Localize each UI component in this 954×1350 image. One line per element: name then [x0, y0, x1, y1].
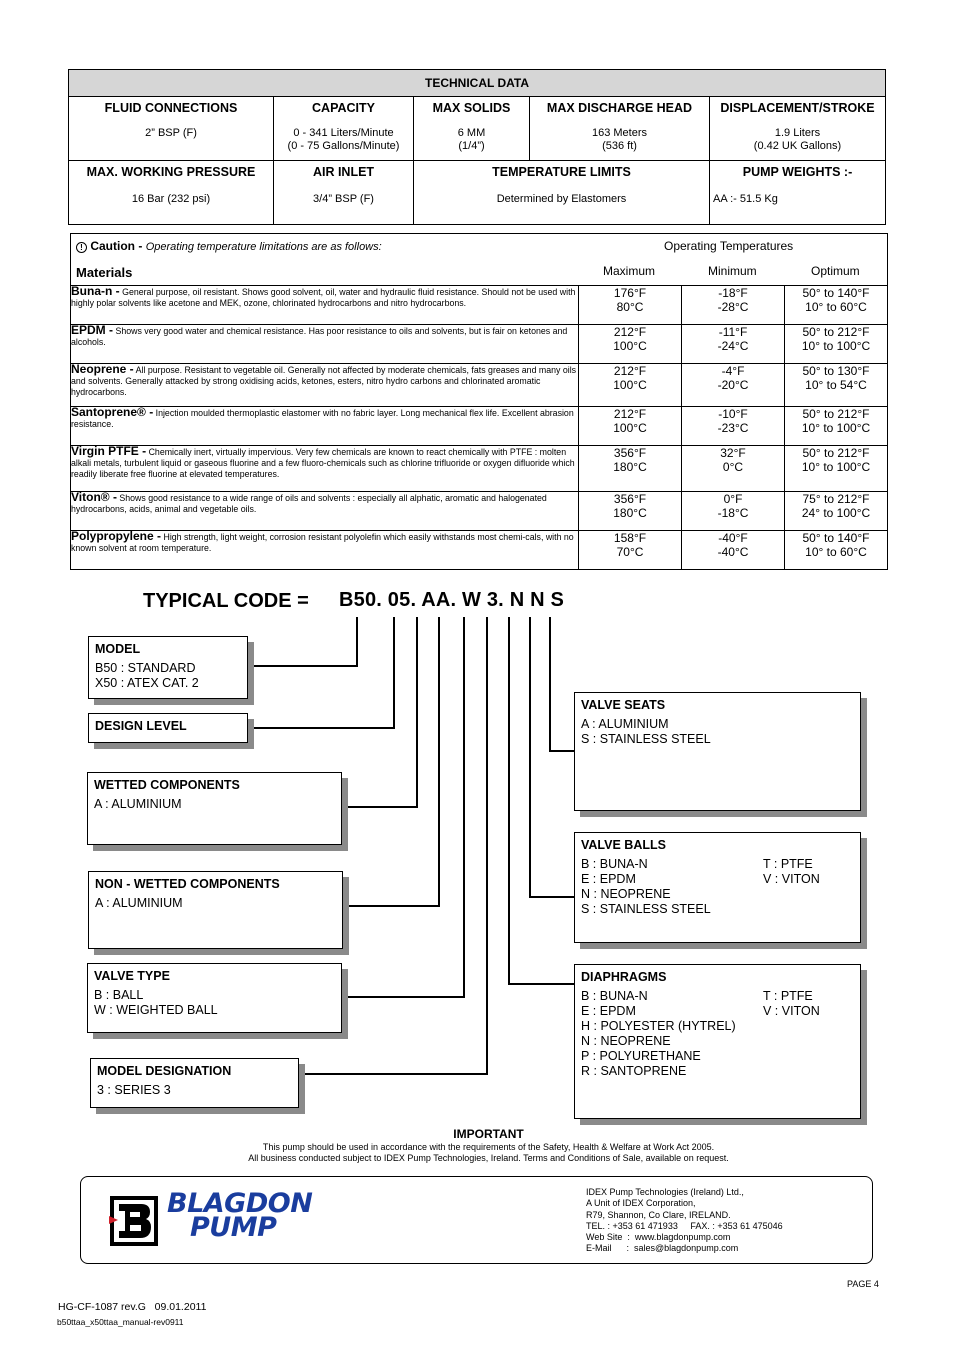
caution-label: Caution -: [90, 239, 143, 253]
valve-seats-option: A : ALUMINIUM: [581, 717, 669, 731]
page-number: PAGE 4: [847, 1279, 879, 1289]
connector-seats: [549, 617, 551, 751]
footer-box: [80, 1176, 873, 1264]
displacement-stroke-cell: DISPLACEMENT/STROKE 1.9 Liters (0.42 UK Gallons): [710, 97, 886, 161]
design-level-title: DESIGN LEVEL: [95, 719, 187, 733]
material-max-temp: 212°F 100°C: [579, 364, 682, 407]
connector-balls-h: [529, 896, 575, 898]
model-option: B50 : STANDARD: [95, 661, 196, 675]
connector-nonwetted-h: [343, 905, 440, 907]
max-discharge-head-cell: MAX DISCHARGE HEAD 163 Meters (536 ft): [530, 97, 710, 161]
material-min-temp: -40°F -40°C: [682, 531, 785, 570]
material-name: Santoprene® -: [71, 405, 154, 419]
material-min-temp: -4°F -20°C: [682, 364, 785, 407]
wetted-components-title: WETTED COMPONENTS: [94, 778, 240, 792]
model-designation-option: 3 : SERIES 3: [97, 1083, 171, 1097]
valve-balls-option: E : EPDM: [581, 872, 636, 886]
material-name: Polypropylene -: [71, 529, 162, 543]
material-optimum-temp: 50° to 140°F 10° to 60°C: [785, 531, 888, 570]
document-reference: HG-CF-1087 rev.G 09.01.2011: [58, 1301, 207, 1313]
material-optimum-temp: 50° to 212°F 10° to 100°C: [785, 446, 888, 492]
material-max-temp: 212°F 100°C: [579, 325, 682, 364]
connector-diaphragms: [508, 617, 510, 984]
important-line-2: All business conducted subject to IDEX Pump Technologies, Ireland. Terms and Conditions of Sale, available on request.: [248, 1153, 729, 1163]
capacity-cell: CAPACITY 0 - 341 Liters/Minute (0 - 75 Gallons/Minute): [274, 97, 414, 161]
maximum-header: Maximum: [603, 264, 656, 278]
material-max-temp: 356°F 180°C: [579, 492, 682, 531]
address-line: R79, Shannon, Co Clare, IRELAND.: [586, 1209, 731, 1220]
valve-balls-option: S : STAINLESS STEEL: [581, 902, 711, 916]
valve-type-option: W : WEIGHTED BALL: [94, 1003, 218, 1017]
material-description: High strength, light weight, corrosion resistant polyolefin which easily withstands most chemi-cals, with no known solvent at room temperature.: [71, 532, 574, 553]
address-email: E-Mail : sales@blagdonpump.com: [586, 1243, 739, 1254]
pump-weights-cell: PUMP WEIGHTS :- AA :- 51.5 Kg: [710, 161, 886, 225]
connector-wetted-h: [341, 806, 418, 808]
materials-header: [71, 234, 888, 286]
material-description: General purpose, oil resistant. Shows good solvent, oil, water and hydraulic fluid resistance. Should not be used with highly polar solvents like acetone and MEK, ozone, chlorinated hydrocarbons and nitro hydrocarbons.: [71, 287, 576, 308]
connector-wetted: [416, 617, 418, 807]
valve-balls-option: B : BUNA-N: [581, 857, 648, 871]
non-wetted-option: A : ALUMINIUM: [95, 896, 183, 910]
material-description: Chemically inert, virtually impervious. Very few chemicals are known to react chemically with PTFE : molten alkali metals, turbulent liquid or gaseous fluorine and a few fluoro-chemicals such as chlorine trifluoride or oxygen difluoride which readily liberate free fluorine at elevated temperatures.: [71, 447, 575, 479]
typical-code-label: TYPICAL CODE =: [143, 590, 309, 612]
diaphragm-option: P : POLYURETHANE: [581, 1049, 701, 1063]
material-min-temp: -10°F -23°C: [682, 407, 785, 446]
valve-type-option: B : BALL: [94, 988, 144, 1002]
valve-balls-box: [574, 832, 861, 943]
diaphragm-option: N : NEOPRENE: [581, 1034, 671, 1048]
address-phone-fax: TEL. : +353 61 471933 FAX. : +353 61 475046: [586, 1220, 783, 1231]
diaphragm-option: E : EPDM: [581, 1004, 636, 1018]
material-max-temp: 212°F 100°C: [579, 407, 682, 446]
material-name: Buna-n -: [71, 284, 120, 298]
address-website: Web Site : www.blagdonpump.com: [586, 1232, 731, 1243]
material-name: Neoprene -: [71, 362, 134, 376]
technical-data-title: TECHNICAL DATA: [69, 70, 886, 97]
model-box: [88, 636, 248, 699]
model-box-title: MODEL: [95, 642, 141, 656]
material-description-cell: [71, 407, 579, 446]
material-name: Viton® -: [71, 490, 117, 504]
material-max-temp: 158°F 70°C: [579, 531, 682, 570]
material-description: All purpose. Resistant to vegetable oil. Generally not affected by moderate chemicals, fats greases and many oils and solvents. Generally attacked by strong oxidising acids, ketones, esters, nitro hydro carbons and chlorinated aromatic hydrocarbons.: [71, 365, 577, 397]
material-description: Shows very good water and chemical resistance. Has poor resistance to oils and solvents, but is fair on ketones and alcohols.: [71, 326, 568, 347]
file-name: b50ttaa_x50ttaa_manual-rev0911: [57, 1317, 184, 1327]
max-solids-cell: MAX SOLIDS 6 MM (1/4”): [414, 97, 530, 161]
model-designation-box: [90, 1058, 299, 1108]
material-description-cell: [71, 364, 579, 407]
design-level-box: [88, 713, 248, 743]
material-name: Virgin PTFE -: [71, 444, 147, 458]
material-max-temp: 176°F 80°C: [579, 286, 682, 325]
valve-balls-title: VALVE BALLS: [581, 838, 666, 852]
address-line: IDEX Pump Technologies (Ireland) Ltd.,: [586, 1187, 744, 1197]
material-description-cell: [71, 286, 579, 325]
material-min-temp: 0°F -18°C: [682, 492, 785, 531]
materials-table: [70, 233, 888, 570]
connector-diaphragms-h: [508, 983, 575, 985]
diaphragms-title: DIAPHRAGMS: [581, 970, 667, 984]
typical-code-value: B50. 05. AA. W 3. N N S: [339, 589, 565, 611]
diaphragm-option: V : VITON: [763, 1004, 820, 1018]
connector-model: [356, 617, 358, 666]
valve-seats-box: [574, 692, 861, 811]
material-description-cell: [71, 492, 579, 531]
model-option: X50 : ATEX CAT. 2: [95, 676, 199, 690]
material-row: [71, 286, 888, 325]
caution-icon: !: [76, 242, 87, 253]
valve-seats-option: S : STAINLESS STEEL: [581, 732, 711, 746]
material-row: [71, 407, 888, 446]
fluid-connections-cell: FLUID CONNECTIONS 2” BSP (F): [69, 97, 274, 161]
material-description-cell: [71, 325, 579, 364]
connector-modeldes: [486, 617, 488, 1074]
material-max-temp: 356°F 180°C: [579, 446, 682, 492]
connector-model-h: [248, 665, 358, 667]
material-min-temp: -11°F -24°C: [682, 325, 785, 364]
material-optimum-temp: 75° to 212°F 24° to 100°C: [785, 492, 888, 531]
temperature-limits-cell: TEMPERATURE LIMITS Determined by Elastomers: [414, 161, 710, 225]
blagdon-logo-icon: [109, 1195, 161, 1249]
connector-valvetype-h: [341, 996, 465, 998]
material-row: [71, 325, 888, 364]
minimum-header: Minimum: [708, 264, 757, 278]
material-row: [71, 492, 888, 531]
material-optimum-temp: 50° to 212°F 10° to 100°C: [785, 407, 888, 446]
optimum-header: Optimum: [811, 264, 860, 278]
material-row: [71, 531, 888, 570]
company-address: [586, 1187, 783, 1255]
connector-nonwetted: [438, 617, 440, 906]
material-min-temp: -18°F -28°C: [682, 286, 785, 325]
material-row: [71, 446, 888, 492]
connector-design: [393, 617, 395, 728]
connector-seats-h: [549, 750, 575, 752]
valve-balls-option: T : PTFE: [763, 857, 813, 871]
important-title: IMPORTANT: [453, 1127, 524, 1141]
address-line: A Unit of IDEX Corporation,: [586, 1198, 696, 1209]
max-working-pressure-cell: MAX. WORKING PRESSURE 16 Bar (232 psi): [69, 161, 274, 225]
connector-design-h: [248, 727, 395, 729]
model-designation-title: MODEL DESIGNATION: [97, 1064, 232, 1078]
connector-balls: [529, 617, 531, 897]
connector-modeldes-h: [299, 1073, 488, 1075]
non-wetted-components-box: [88, 871, 343, 949]
non-wetted-components-title: NON - WETTED COMPONENTS: [95, 877, 280, 891]
diaphragms-box: [574, 964, 861, 1119]
material-description-cell: [71, 531, 579, 570]
wetted-option: A : ALUMINIUM: [94, 797, 182, 811]
diaphragm-option: T : PTFE: [763, 989, 813, 1003]
connector-valvetype: [463, 617, 465, 997]
material-description: Shows good resistance to a wide range of oils and solvents : especially all alphatic, aromatic and halogenated hydrocarbons, acids, animal and vegetable oils.: [71, 493, 547, 514]
valve-type-box: [87, 963, 342, 1033]
valve-seats-title: VALVE SEATS: [581, 698, 666, 712]
technical-data-table: [68, 69, 886, 225]
logo-text-pump: PUMP: [190, 1212, 277, 1243]
material-optimum-temp: 50° to 140°F 10° to 60°C: [785, 286, 888, 325]
material-min-temp: 32°F 0°C: [682, 446, 785, 492]
valve-balls-option: N : NEOPRENE: [581, 887, 671, 901]
blagdon-logo: [109, 1195, 161, 1254]
material-row: [71, 364, 888, 407]
material-description-cell: [71, 446, 579, 492]
material-description: Injection moulded thermoplastic elastomer with no fabric layer. Long mechanical flex life. Excellent abrasion resistance.: [71, 408, 574, 429]
valve-balls-option: V : VITON: [763, 872, 820, 886]
material-optimum-temp: 50° to 212°F 10° to 100°C: [785, 325, 888, 364]
valve-type-title: VALVE TYPE: [94, 969, 170, 983]
material-optimum-temp: 50° to 130°F 10° to 54°C: [785, 364, 888, 407]
logo-text-blagdon: BLAGDON: [167, 1188, 313, 1219]
materials-label: Materials: [76, 265, 133, 280]
wetted-components-box: [87, 772, 342, 845]
caution-text: Operating temperature limitations are as follows:: [145, 241, 382, 253]
important-line-1: This pump should be used in accordance with the requirements of the Safety, Health & Welfare at Work Act 2005.: [262, 1142, 715, 1152]
diaphragm-option: R : SANTOPRENE: [581, 1064, 687, 1078]
material-name: EPDM -: [71, 323, 113, 337]
operating-temperatures-label: Operating Temperatures: [664, 239, 794, 253]
air-inlet-cell: AIR INLET 3/4” BSP (F): [274, 161, 414, 225]
diaphragm-option: B : BUNA-N: [581, 989, 648, 1003]
diaphragm-option: H : POLYESTER (HYTREL): [581, 1019, 736, 1033]
